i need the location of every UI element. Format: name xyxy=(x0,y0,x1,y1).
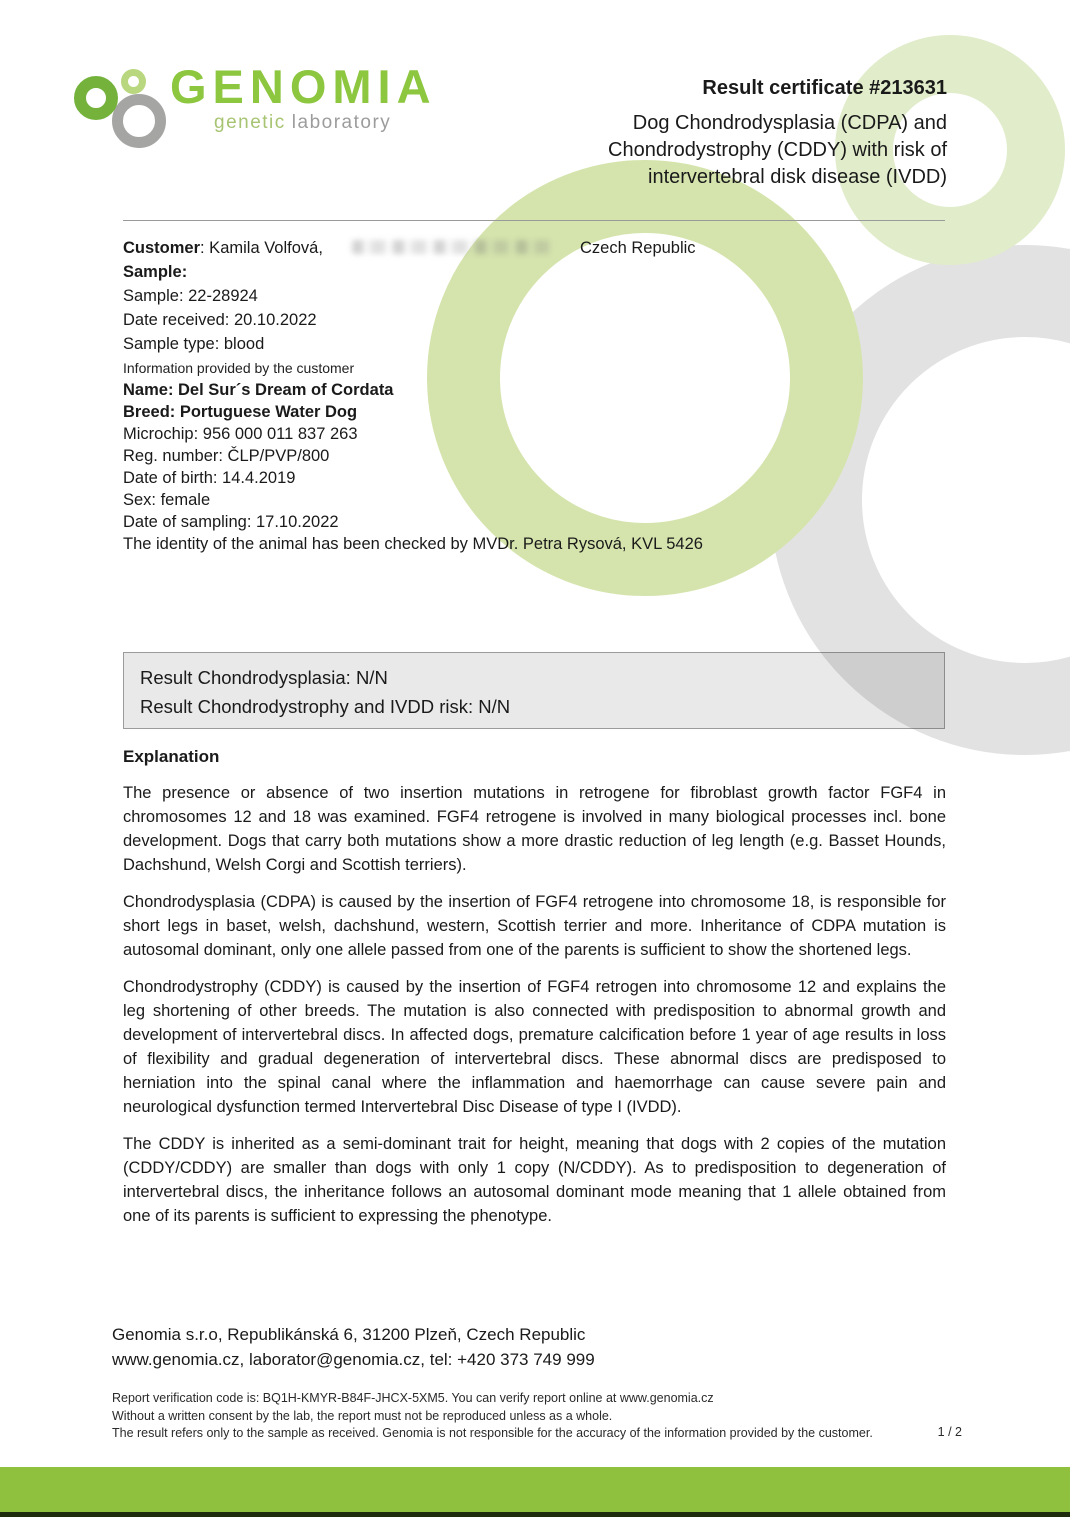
logo-tagline xyxy=(214,113,391,132)
customer-country: Czech Republic xyxy=(580,239,696,257)
result-cddy-ivdd: Result Chondrodystrophy and IVDD risk: N/N xyxy=(140,696,511,717)
animal-info-section xyxy=(123,357,703,555)
logo-wordmark: GENOMIA xyxy=(170,60,437,113)
explanation-section xyxy=(123,747,946,1241)
animal-breed: Breed: Portuguese Water Dog xyxy=(123,403,358,421)
result-cdpa: Result Chondrodysplasia: N/N xyxy=(140,667,388,688)
footer-green-bar xyxy=(0,1467,1070,1512)
result-box xyxy=(123,652,945,729)
animal-name: Name: Del Sur´s Dream of Cordata xyxy=(123,381,394,399)
test-title-line: intervertebral disk disease (IVDD) xyxy=(648,166,947,188)
test-title-line: Chondrodystrophy (CDDY) with risk of xyxy=(608,139,947,161)
logo-green-circle-icon xyxy=(74,76,118,120)
test-title-line: Dog Chondrodysplasia (CDPA) and xyxy=(632,112,947,134)
verification-code-line: Report verification code is: BQ1H-KMYR-B84F-JHCX-5XM5. You can verify report online at www.genomia.cz xyxy=(112,1391,714,1405)
footer-dark-bar xyxy=(0,1512,1070,1517)
lab-contacts: www.genomia.cz, laborator@genomia.cz, tel: +420 373 749 999 xyxy=(112,1350,595,1369)
lab-address: Genomia s.r.o, Republikánská 6, 31200 Plzeň, Czech Republic xyxy=(112,1325,586,1344)
certificate-header xyxy=(608,76,947,191)
explanation-heading: Explanation xyxy=(123,747,220,766)
lab-address-block xyxy=(112,1322,595,1372)
logo-gray-circle-icon xyxy=(112,94,166,148)
legal-notes xyxy=(112,1390,873,1443)
header-divider xyxy=(123,220,945,221)
explanation-paragraph: The presence or absence of two insertion mutations in retrogene for fibroblast growth factor FGF4 in chromosomes 12 and 18 was examined. FGF4 retrogene is involved in many biological processes incl. bone development. Dogs that carry both mutations show a more drastic reduction of leg length (e.g. Basset Hounds, Dachshund, Welsh Corgi and Scottish terriers). xyxy=(123,784,946,874)
animal-sampling-date: Date of sampling: 17.10.2022 xyxy=(123,513,339,531)
explanation-paragraph: Chondrodystrophy (CDDY) is caused by the insertion of FGF4 retrogen into chromosome 12 and explains the leg shortening of other breeds. The mutation is also connected with predisposition to abnormal growth and development of intervertebral discs. In affected dogs, premature calcification before 1 year of age results in loss of flexibility and gradual degeneration of intervertebral discs. These abnormal discs are predisposed to herniation into the spinal canal where the inflammation and haemorrhage can cause severe pain and neurological dysfunction termed Intervertebral Disc Disease of type I (IVDD). xyxy=(123,978,946,1116)
animal-birth-date: Date of birth: 14.4.2019 xyxy=(123,469,296,487)
certificate-number: Result certificate #213631 xyxy=(702,77,947,99)
sample-type: Sample type: blood xyxy=(123,335,265,353)
explanation-paragraph: Chondrodysplasia (CDPA) is caused by the insertion of FGF4 retrogene into chromosome 18, is responsible for short legs in baset, welsh, dachshund, western, Scottish terrier and more. Inheritance of CDPA mutation is autosomal dominant, only one allele passed from one of the parents is sufficient to show the shortened legs. xyxy=(123,893,946,959)
reproduction-note: Without a written consent by the lab, the report must not be reproduced unless as a whole. xyxy=(112,1408,613,1423)
animal-reg-number: Reg. number: ČLP/PVP/800 xyxy=(123,447,330,465)
customer-section xyxy=(123,236,323,356)
customer-name: : Kamila Volfová, xyxy=(200,239,323,257)
customer-label: Customer xyxy=(123,239,201,257)
identity-check-note: The identity of the animal has been checked by MVDr. Petra Rysová, KVL 5426 xyxy=(123,535,703,553)
sample-id: Sample: 22-28924 xyxy=(123,287,258,305)
animal-sex: Sex: female xyxy=(123,491,211,509)
logo-tagline-laboratory: laboratory xyxy=(291,112,392,133)
disclaimer-note: The result refers only to the sample as received. Genomia is not responsible for the accuracy of the information provided by the customer. xyxy=(112,1426,873,1440)
logo-pale-circle-icon xyxy=(121,69,146,94)
animal-microchip: Microchip: 956 000 011 837 263 xyxy=(123,425,358,443)
customer-line xyxy=(123,236,323,260)
logo-tagline-genetic: genetic xyxy=(214,112,286,133)
page-number: 1 / 2 xyxy=(937,1425,962,1439)
date-received: Date received: 20.10.2022 xyxy=(123,311,317,329)
explanation-paragraph: The CDDY is inherited as a semi-dominant trait for height, meaning that dogs with 2 copies of the mutation (CDDY/CDDY) are smaller than dogs with only 1 copy (N/CDDY). As to predisposition to degeneration of intervertebral discs, the inheritance follows an autosomal dominant mode meaning that 1 allele obtained from one of its parents is sufficient to expressing the phenotype. xyxy=(123,1135,946,1225)
sample-heading: Sample: xyxy=(123,263,188,281)
customer-info-note: Information provided by the customer xyxy=(123,360,355,376)
redacted-address-blur xyxy=(352,240,552,254)
